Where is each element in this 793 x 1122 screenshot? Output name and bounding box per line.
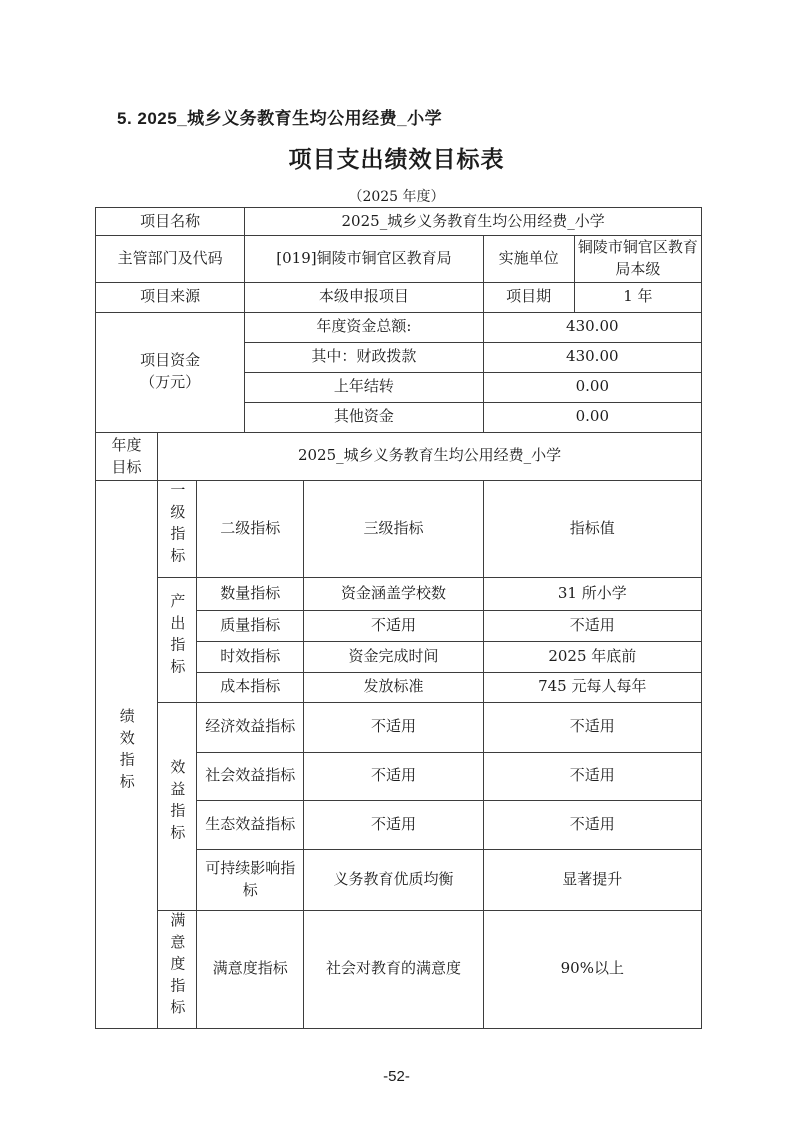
table-row [96, 236, 702, 283]
social-benefit-name: 不适用 [304, 752, 483, 800]
economic-benefit-value: 不适用 [483, 702, 701, 752]
timeliness-indicator-value: 2025 年底前 [483, 641, 701, 672]
funding-other-value: 0.00 [483, 402, 701, 432]
sustainability-value: 显著提升 [483, 849, 701, 910]
satisfaction-indicator-label: 满意度指标 [197, 910, 304, 1029]
benefit-group-label [158, 702, 197, 910]
project-name-label: 项目名称 [96, 208, 245, 236]
economic-benefit-label: 经济效益指标 [197, 702, 304, 752]
impl-unit-label: 实施单位 [483, 236, 574, 283]
source-label: 项目来源 [96, 282, 245, 312]
dept-label: 主管部门及代码 [96, 236, 245, 283]
source-value: 本级申报项目 [245, 282, 483, 312]
document-subtitle: （2025 年度） [348, 189, 445, 205]
timeliness-indicator-name: 资金完成时间 [304, 641, 483, 672]
cost-indicator-name: 发放标准 [304, 672, 483, 702]
section-heading: 5. 2025_城乡义务教育生均公用经费_小学 [117, 109, 443, 128]
eco-benefit-name: 不适用 [304, 800, 483, 849]
quality-indicator-label: 质量指标 [197, 610, 304, 641]
period-value: 1 年 [574, 282, 701, 312]
table-row [96, 432, 702, 480]
funding-carryover-value: 0.00 [483, 372, 701, 402]
funding-total-value: 430.00 [483, 312, 701, 342]
timeliness-indicator-label: 时效指标 [197, 641, 304, 672]
annual-goal-label-text: 年度目标 [111, 435, 142, 476]
cost-indicator-value: 745 元每人每年 [483, 672, 701, 702]
project-name-value: 2025_城乡义务教育生均公用经费_小学 [245, 208, 702, 236]
funding-total-label: 年度资金总额: [245, 312, 483, 342]
economic-benefit-name: 不适用 [304, 702, 483, 752]
quantity-indicator-value: 31 所小学 [483, 577, 701, 610]
quantity-indicator-name: 资金涵盖学校数 [304, 577, 483, 610]
benefit-group-label-text: 效益指标 [168, 759, 187, 847]
funding-fiscal-label: 其中：财政拨款 [245, 342, 483, 372]
value-header: 指标值 [483, 480, 701, 577]
table-row [96, 577, 702, 610]
table-row [96, 208, 702, 236]
funding-carryover-label: 上年结转 [245, 372, 483, 402]
social-benefit-value: 不适用 [483, 752, 701, 800]
annual-goal-label [96, 432, 158, 480]
quality-indicator-value: 不适用 [483, 610, 701, 641]
page-number: -52- [383, 1068, 410, 1085]
performance-indicators-label-text: 绩效指标 [117, 707, 136, 795]
performance-indicators-label [96, 480, 158, 1028]
impl-unit-value: 铜陵市铜官区教育局本级 [574, 236, 701, 283]
table-row [96, 282, 702, 312]
level2-header: 二级指标 [197, 480, 304, 577]
satisfaction-group-label-text: 满意度指标 [168, 911, 187, 1021]
cost-indicator-label: 成本指标 [197, 672, 304, 702]
funding-label [96, 312, 245, 432]
level1-header-text: 一级指标 [168, 481, 187, 569]
annual-goal-value: 2025_城乡义务教育生均公用经费_小学 [158, 432, 702, 480]
performance-target-table [95, 207, 702, 1029]
output-group-label [158, 577, 197, 702]
eco-benefit-label: 生态效益指标 [197, 800, 304, 849]
funding-other-label: 其他资金 [245, 402, 483, 432]
funding-label-text: 项目资金（万元） [140, 351, 201, 391]
funding-fiscal-value: 430.00 [483, 342, 701, 372]
table-row [96, 702, 702, 752]
sustainability-label: 可持续影响指标 [197, 849, 304, 910]
level1-header [158, 480, 197, 577]
dept-value: [019]铜陵市铜官区教育局 [245, 236, 483, 283]
table-row [96, 480, 702, 577]
social-benefit-label: 社会效益指标 [197, 752, 304, 800]
output-group-label-text: 产出指标 [168, 592, 187, 680]
eco-benefit-value: 不适用 [483, 800, 701, 849]
sustainability-name: 义务教育优质均衡 [304, 849, 483, 910]
period-label: 项目期 [483, 282, 574, 312]
satisfaction-group-label [158, 910, 197, 1029]
satisfaction-indicator-name: 社会对教育的满意度 [304, 910, 483, 1029]
level3-header: 三级指标 [304, 480, 483, 577]
satisfaction-indicator-value: 90%以上 [483, 910, 701, 1029]
table-row [96, 312, 702, 342]
quantity-indicator-label: 数量指标 [197, 577, 304, 610]
table-row [96, 910, 702, 1029]
quality-indicator-name: 不适用 [304, 610, 483, 641]
document-title: 项目支出绩效目标表 [288, 146, 505, 172]
